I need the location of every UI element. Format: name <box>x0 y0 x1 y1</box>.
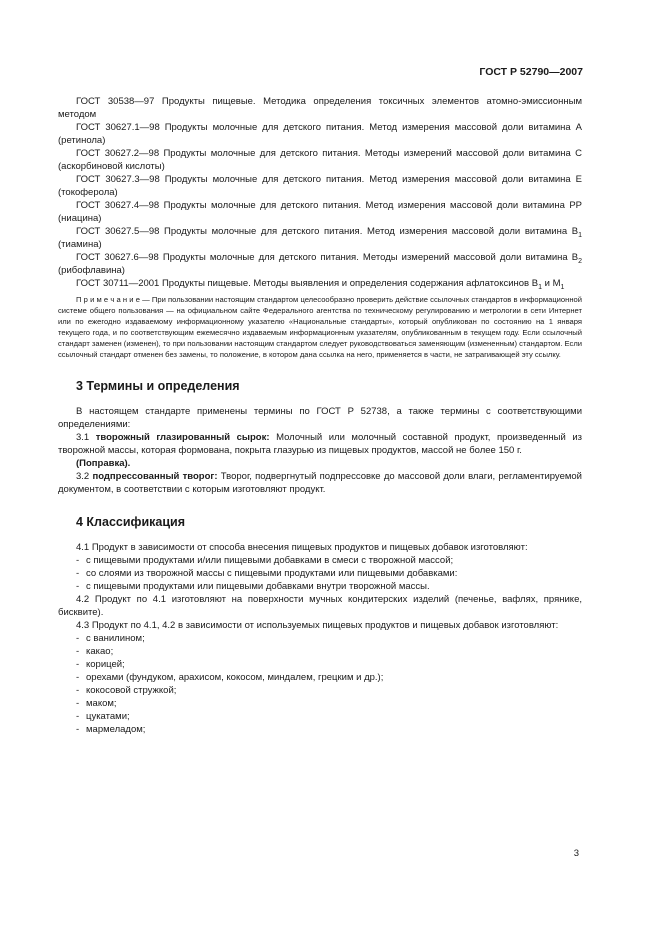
list-item: - какао; <box>76 646 114 657</box>
section-3-title: 3 Термины и определения <box>76 379 240 393</box>
references-list <box>58 95 582 290</box>
section-3-intro: В настоящем стандарте применены термины по ГОСТ Р 52738, а также термины с соответствующими определениями: <box>58 406 582 430</box>
clause-4-2: 4.2 Продукт по 4.1 изготовляют на поверхности мучных кондитерских изделий (печенье, вафлях, прянике, бисквите). <box>58 594 582 618</box>
amendment-note: (Поправка). <box>76 458 131 469</box>
list-item: - кокосовой стружкой; <box>76 685 177 696</box>
document-header: ГОСТ Р 52790—2007 <box>479 66 583 78</box>
reference-item: ГОСТ 30538—97 Продукты пищевые. Методика определения токсичных элементов атомно-эмиссионным методом <box>58 96 582 120</box>
list-item: - корицей; <box>76 659 125 670</box>
page-number: 3 <box>573 848 579 859</box>
reference-item: ГОСТ 30627.2—98 Продукты молочные для детского питания. Методы измерений массовой доли витамина С (аскорбиновой кислоты) <box>58 148 582 172</box>
term-3-1: 3.1 творожный глазированный сырок: Молочный или молочный составной продукт, произведенный из творожной массы, которая формована, покрыта глазурью из пищевых продуктов, массой не более 150 г. <box>58 432 582 456</box>
list-item: - со слоями из творожной массы с пищевыми продуктами или пищевыми добавками: <box>76 568 458 579</box>
list-4-1 <box>58 554 582 593</box>
reference-item: ГОСТ 30627.5—98 Продукты молочные для детского питания. Метод измерения массовой доли витамина $В_1$ (тиамина) <box>58 226 582 250</box>
list-item: - с ванилином; <box>76 633 145 644</box>
reference-item: ГОСТ 30627.3—98 Продукты молочные для детского питания. Метод измерения массовой доли витамина Е (токоферола) <box>58 174 582 198</box>
section-4-title: 4 Классификация <box>76 515 186 529</box>
list-item: - с пищевыми продуктами и/или пищевыми добавками в смеси с творожной массой; <box>76 555 454 566</box>
note-paragraph: П р и м е ч а н и е — При пользовании настоящим стандартом целесообразно проверить действие ссылочных стандартов в информационной системе общего пользования — на официальном сайте Федерального агентства по техническому регулированию и метрологии в сети Интернет или по ежегодно издаваемому информационному указателю «Национальные стандарты», который опубликован по состоянию на 1 января текущего года, и по соответствующим ежемесячно издаваемым информационным указателям, опубликованным в текущем году. Если ссылочный стандарт заменен (изменен), то при пользовании настоящим стандартом следует руководствоваться заменяющим (измененным) стандартом. Если ссылочный стандарт отменен без замены, то положение, в котором дана ссылка на него, применяется в части, не затрагивающей эту ссылку. <box>58 295 582 359</box>
reference-item: ГОСТ 30627.1—98 Продукты молочные для детского питания. Метод измерения массовой доли витамина А (ретинола) <box>58 122 582 146</box>
reference-item: ГОСТ 30627.4—98 Продукты молочные для детского питания. Метод измерения массовой доли витамина РР (ниацина) <box>58 200 582 224</box>
clause-4-1: 4.1 Продукт в зависимости от способа внесения пищевых продуктов и пищевых добавок изготовляют: <box>76 542 528 553</box>
page-content <box>58 95 582 736</box>
list-item: - орехами (фундуком, арахисом, кокосом, миндалем, грецким и др.); <box>76 672 384 683</box>
list-item: - мармеладом; <box>76 724 146 735</box>
clause-4-3: 4.3 Продукт по 4.1, 4.2 в зависимости от используемых пищевых продуктов и пищевых добавок изготовляют: <box>76 620 559 631</box>
term-3-2: 3.2 подпрессованный творог: Творог, подвергнутый подпрессовке до массовой доли влаги, регламентируемой документом, в соответствии с которым изготовляют продукт. <box>58 471 582 495</box>
reference-item: ГОСТ 30627.6—98 Продукты молочные для детского питания. Методы измерений массовой доли витамина $В_2$ (рибофлавина) <box>58 252 582 276</box>
list-item: - с пищевыми продуктами или пищевыми добавками внутри творожной массы. <box>76 581 430 592</box>
list-item: - цукатами; <box>76 711 130 722</box>
reference-item: ГОСТ 30711—2001 Продукты пищевые. Методы выявления и определения содержания афлатоксинов $В_1$ и $М_1$ <box>76 278 565 291</box>
list-item: - маком; <box>76 698 117 709</box>
list-4-3 <box>58 632 582 736</box>
